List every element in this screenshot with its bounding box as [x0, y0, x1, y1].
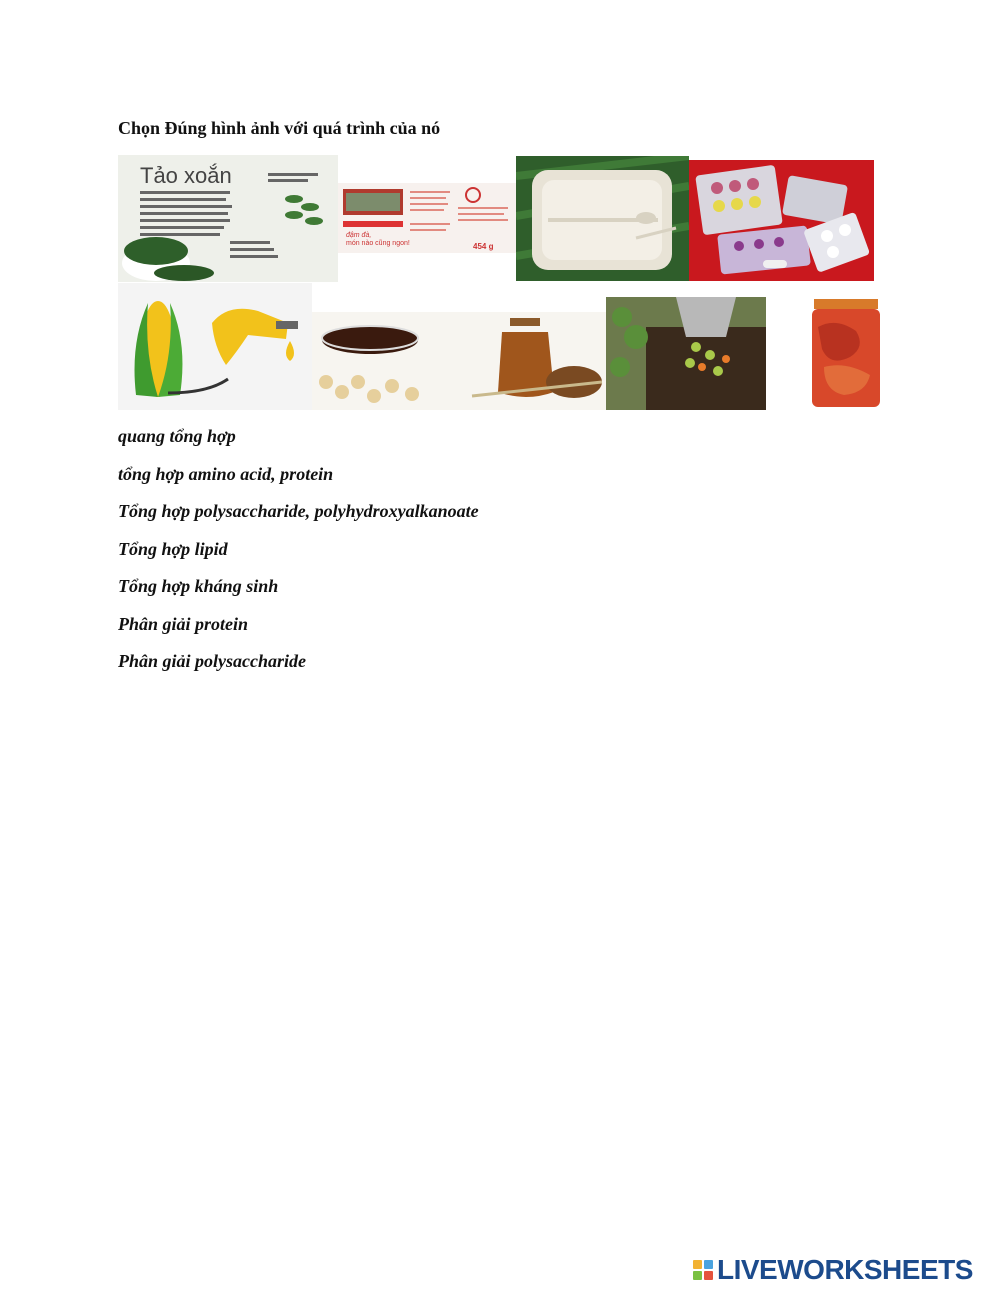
answer-option[interactable]: Tổng hợp lipid [118, 538, 228, 559]
msg-weight: 454 g [473, 242, 494, 251]
soy-sauce-image[interactable] [312, 312, 607, 410]
answer-option[interactable]: tổng hợp amino acid, protein [118, 463, 334, 484]
page-title: Chọn Đúng hình ảnh với quá trình của nó [118, 118, 441, 138]
answer-option[interactable]: Tổng hợp kháng sinh [118, 576, 279, 596]
msg-packet-image[interactable] [338, 183, 516, 253]
logo-block [704, 1260, 713, 1269]
logo-blocks-icon [693, 1260, 713, 1280]
liveworksheets-logo [693, 1254, 973, 1286]
biodegradable-box-image[interactable] [516, 156, 689, 281]
answer-option[interactable]: quang tổng hợp [118, 426, 236, 446]
logo-block [704, 1271, 713, 1280]
compost-image[interactable] [606, 297, 766, 410]
logo-block [693, 1271, 702, 1280]
spirulina-title: Tảo xoắn [140, 163, 232, 188]
answer-option[interactable]: Phân giải protein [118, 613, 249, 634]
antibiotic-pills-image[interactable] [689, 160, 874, 281]
answer-option[interactable]: Phân giải polysaccharide [118, 651, 306, 671]
logo-block [693, 1260, 702, 1269]
pickle-jar-image[interactable] [766, 297, 880, 410]
corn-biofuel-image[interactable] [118, 283, 312, 410]
spirulina-image[interactable] [118, 155, 338, 282]
msg-slogan-2: món nào cũng ngon! [346, 240, 410, 247]
answer-option[interactable]: Tổng hợp polysaccharide, polyhydroxyalkanoate [118, 501, 479, 521]
msg-slogan-1: đậm đà, [346, 232, 372, 239]
answer-list [118, 424, 479, 687]
brand-name: LIVEWORKSHEETS [717, 1254, 973, 1285]
